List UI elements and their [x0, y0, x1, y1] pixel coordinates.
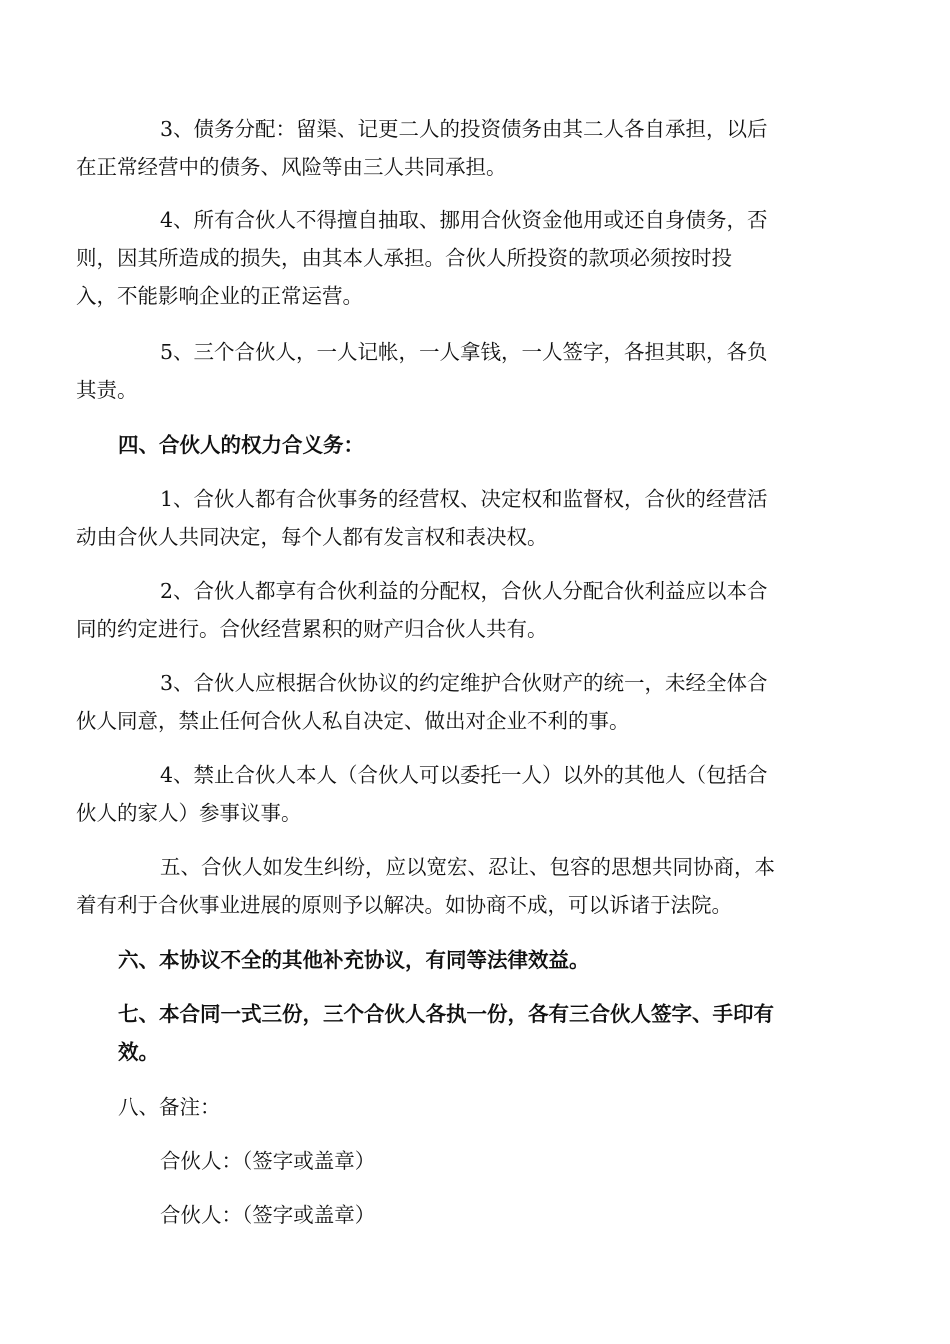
text-line: 4、禁止合伙人本人（合伙人可以委托一人）以外的其他人（包括合 [160, 763, 768, 787]
text-line: 1、合伙人都有合伙事务的经营权、决定权和监督权，合伙的经营活 [160, 487, 768, 511]
text-line: 伙人的家人）参事议事。 [76, 801, 302, 825]
clause-4-fund-misuse [76, 201, 834, 315]
partner-signature-line-2 [160, 1196, 834, 1234]
rights-clause-1 [76, 480, 834, 556]
text-line: 2、合伙人都享有合伙利益的分配权，合伙人分配合伙利益应以本合 [160, 579, 768, 603]
text-line: 同的约定进行。合伙经营累积的财产归合伙人共有。 [76, 617, 548, 641]
clause-3-debt-allocation [76, 110, 834, 186]
text-line: 伙人同意，禁止任何合伙人私自决定、做出对企业不利的事。 [76, 709, 630, 733]
text-line: 则，因其所造成的损失，由其本人承担。合伙人所投资的款项必须按时投 [76, 246, 732, 270]
section-6-supplementary [118, 941, 834, 979]
text-line: 着有利于合伙事业进展的原则予以解决。如协商不成，可以诉诸于法院。 [76, 893, 732, 917]
rights-clause-4 [76, 756, 834, 832]
section-heading-rights-obligations [118, 426, 834, 464]
text-line: 合伙人：（签字或盖章） [160, 1203, 376, 1227]
text-line: 六、本协议不全的其他补充协议，有同等法律效益。 [118, 948, 590, 972]
section-8-remarks [118, 1088, 834, 1126]
text-line: 动由合伙人共同决定，每个人都有发言权和表决权。 [76, 525, 548, 549]
text-line: 4、所有合伙人不得擅自抽取、挪用合伙资金他用或还自身债务，否 [160, 208, 768, 232]
text-line: 5、三个合伙人，一人记帐，一人拿钱，一人签字，各担其职，各负 [160, 340, 768, 364]
text-line: 效。 [118, 1040, 159, 1064]
text-line: 合伙人：（签字或盖章） [160, 1149, 376, 1173]
text-line: 其责。 [76, 378, 138, 402]
text-line: 四、合伙人的权力合义务： [118, 433, 364, 457]
rights-clause-3 [76, 664, 834, 740]
text-line: 八、备注： [118, 1095, 221, 1119]
section-7-copies [118, 995, 834, 1071]
text-line: 3、合伙人应根据合伙协议的约定维护合伙财产的统一，未经全体合 [160, 671, 768, 695]
text-line: 在正常经营中的债务、风险等由三人共同承担。 [76, 155, 507, 179]
section-5-disputes [76, 848, 834, 924]
partner-signature-line-1 [160, 1142, 834, 1180]
text-line: 七、本合同一式三份，三个合伙人各执一份，各有三合伙人签字、手印有 [118, 1002, 774, 1026]
text-line: 3、债务分配：留渠、记更二人的投资债务由其二人各自承担，以后 [160, 117, 768, 141]
clause-5-duties [76, 333, 834, 409]
rights-clause-2 [76, 572, 834, 648]
text-line: 五、合伙人如发生纠纷，应以宽宏、忍让、包容的思想共同协商，本 [160, 855, 775, 879]
text-line: 入，不能影响企业的正常运营。 [76, 284, 363, 308]
